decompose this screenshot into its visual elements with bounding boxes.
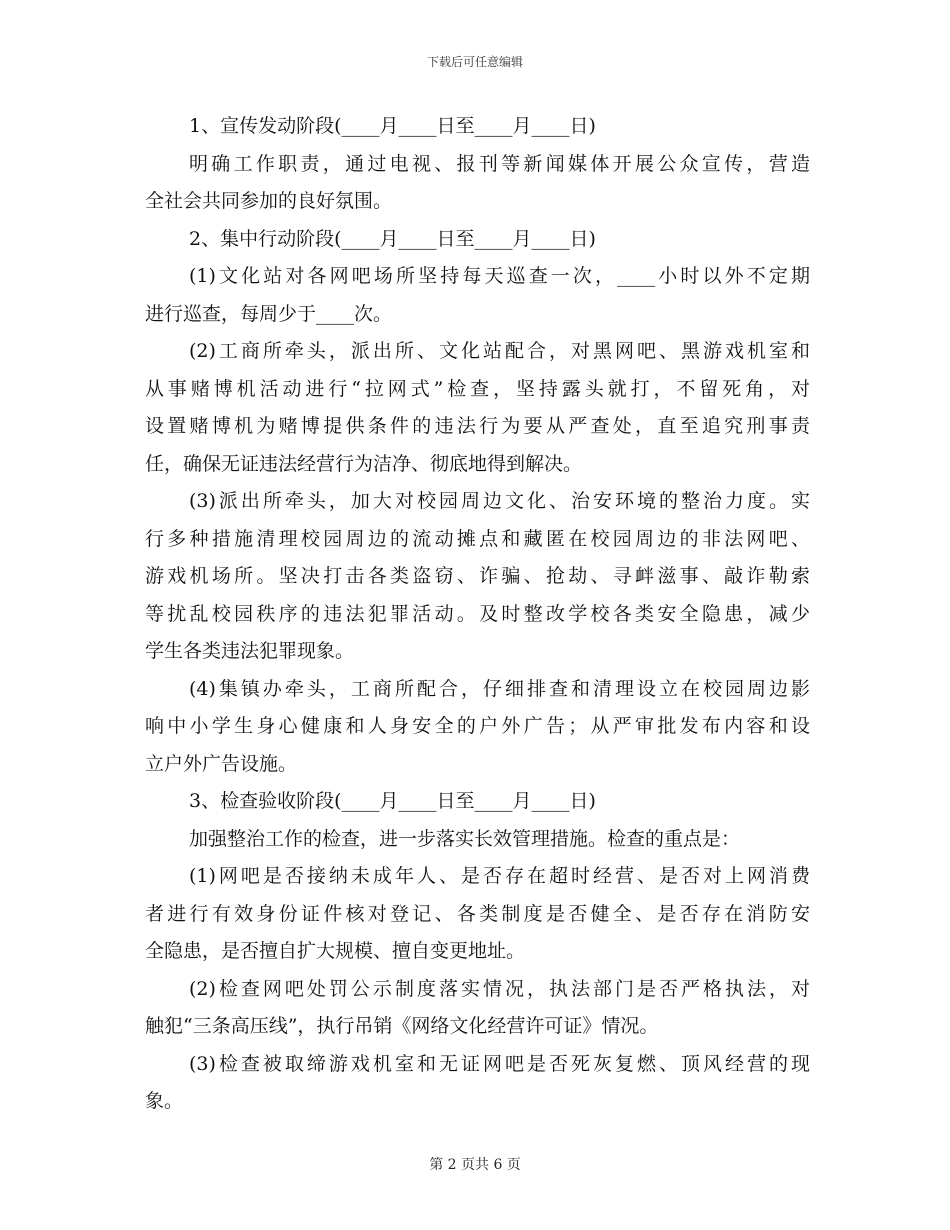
paragraph-line: (2)工商所牵头，派出所、文化站配合，对黑网吧、黑游戏机室和 [189,340,810,362]
page-header: 下载后可任意编辑 [426,55,523,69]
paragraph-line: 任，确保无证违法经营行为洁净、彻底地得到解决。 [145,452,583,475]
paragraph [145,783,810,821]
paragraph-line: 从事赌博机活动进行“拉网式”检查，坚持露头就打，不留死角，对 [145,377,810,400]
paragraph-line: 等扰乱校园秩序的违法犯罪活动。及时整改学校各类安全隐患，减少 [145,602,810,625]
paragraph-line: (3)检查被取缔游戏机室和无证网吧是否死灰复燃、顶风经营的现 [189,1052,810,1075]
paragraph-line: 进行巡查，每周少于____次。 [145,302,393,325]
paragraph-line: 全社会共同参加的良好氛围。 [145,190,393,212]
paragraph-line: 加强整治工作的检查，进一步落实长效管理措施。检查的重点是： [189,827,741,850]
paragraph-line: 象。 [145,1090,184,1112]
paragraph-line: 3、检查验收阶段(____月____日至____月____日) [189,790,596,812]
paragraph [145,108,810,146]
paragraph-line: 者进行有效身份证件核对登记、各类制度是否健全、是否存在消防安 [145,902,810,925]
paragraph [145,333,810,483]
paragraph [145,971,810,1046]
paragraph [145,821,810,859]
paragraph-line: 明确工作职责，通过电视、报刊等新闻媒体开展公众宣传，营造 [189,152,810,175]
document-body [145,108,810,1121]
paragraph [145,1046,810,1121]
paragraph [145,858,810,971]
page-footer: 第 2 页共 6 页 [429,1157,521,1173]
paragraph [145,671,810,784]
paragraph-line: (1)网吧是否接纳未成年人、是否存在超时经营、是否对上网消费 [189,865,810,887]
paragraph-line: 触犯“三条高压线”，执行吊销《网络文化经营许可证》情况。 [145,1015,659,1037]
paragraph-line: 学生各类违法犯罪现象。 [145,640,355,662]
paragraph-line: 立户外广告设施。 [145,752,298,775]
paragraph [145,146,810,221]
paragraph [145,221,810,259]
paragraph-line: 响中小学生身心健康和人身安全的户外广告；从严审批发布内容和设 [145,715,810,737]
paragraph-line: 设置赌博机为赌博提供条件的违法行为要从严查处，直至追究刑事责 [145,415,810,437]
paragraph-line: (1)文化站对各网吧场所坚持每天巡查一次，____小时以外不定期 [189,265,810,287]
paragraph-line: 行多种措施清理校园周边的流动摊点和藏匿在校园周边的非法网吧、 [145,527,810,550]
paragraph-line: 2、集中行动阶段(____月____日至____月____日) [189,227,596,250]
paragraph-line: 1、宣传发动阶段(____月____日至____月____日) [189,115,596,137]
paragraph-line: 全隐患，是否擅自扩大规模、擅自变更地址。 [145,940,526,962]
paragraph-line: (2)检查网吧处罚公示制度落实情况，执法部门是否严格执法，对 [189,977,810,1000]
paragraph [145,483,810,671]
paragraph-line: 游戏机场所。坚决打击各类盗窃、诈骗、抢劫、寻衅滋事、敲诈勒索 [145,565,810,587]
paragraph-line: (4)集镇办牵头，工商所配合，仔细排查和清理设立在校园周边影 [189,677,810,700]
paragraph [145,258,810,333]
paragraph-line: (3)派出所牵头，加大对校园周边文化、治安环境的整治力度。实 [189,490,810,512]
